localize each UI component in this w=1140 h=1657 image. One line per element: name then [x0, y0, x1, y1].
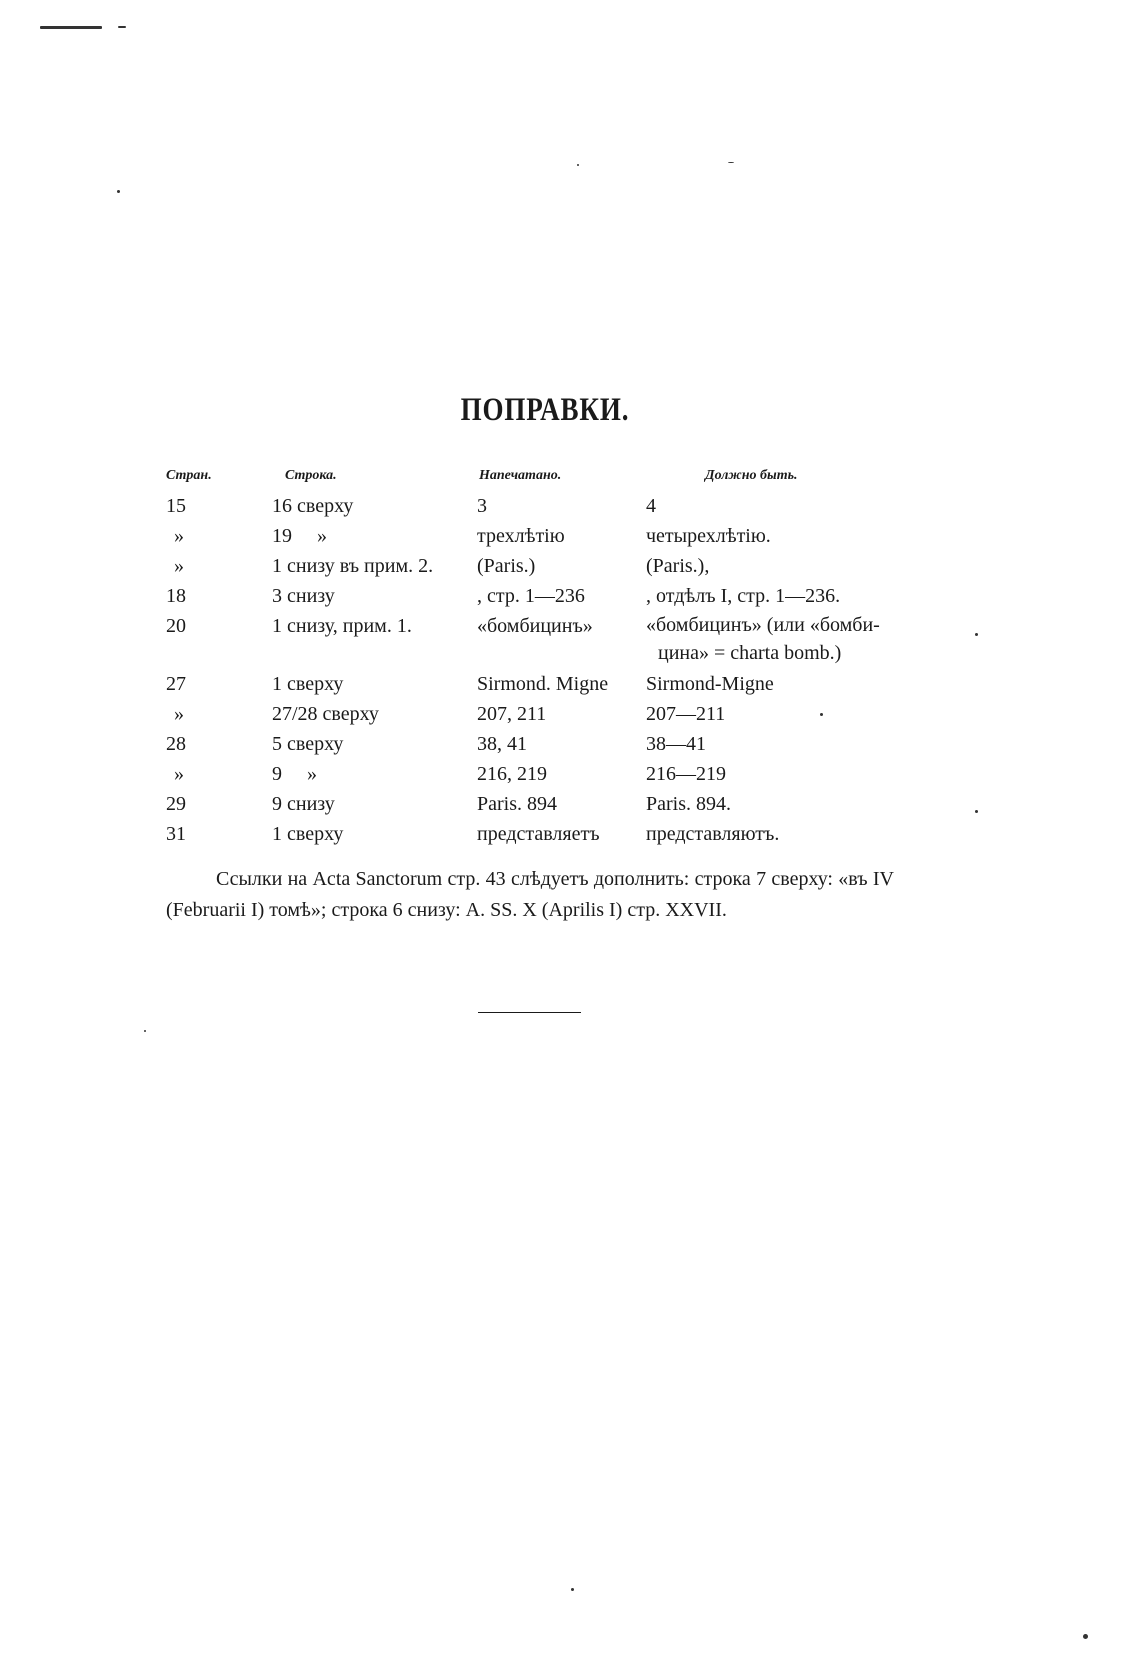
table-row: [0, 819, 1140, 849]
cell-page: »: [174, 555, 184, 577]
cell-correct: Sirmond-Migne: [646, 673, 774, 695]
cell-page: 20: [166, 615, 186, 637]
table-row: [0, 551, 1140, 581]
cell-printed: (Paris.): [477, 555, 536, 577]
cell-printed: Sirmond. Migne: [477, 673, 609, 695]
cell-correct: представляютъ.: [646, 823, 780, 845]
scan-mark: [728, 162, 734, 163]
references-note: Ссылки на Acta Sanctorum стр. 43 слѣдуетъ дополнить: строка 7 сверху: «въ IV (Februarii I) томѣ»; строка 6 снизу: A. SS. X (Aprilis I) стр. XXVII.: [166, 868, 894, 921]
cell-line: 3 снизу: [272, 585, 335, 607]
scan-mark: [571, 1588, 574, 1591]
cell-page: 29: [166, 793, 186, 815]
table-row: [0, 789, 1140, 819]
table-row: [0, 581, 1140, 611]
scan-mark: [144, 1030, 146, 1032]
column-header-page: Стран.: [166, 468, 212, 483]
cell-line: 27/28 сверху: [272, 703, 379, 725]
cell-page: 27: [166, 673, 186, 695]
cell-line: 1 сверху: [272, 823, 344, 845]
cell-page: 31: [166, 823, 186, 845]
cell-line: 1 снизу, прим. 1.: [272, 615, 412, 637]
table-row: [0, 611, 1140, 669]
cell-correct: , отдѣлъ I, стр. 1—236.: [646, 585, 841, 607]
cell-line: 9 »: [272, 763, 317, 785]
column-header-printed: Напечатано.: [479, 468, 562, 483]
cell-correct: (Paris.),: [646, 555, 710, 577]
cell-line: 9 снизу: [272, 793, 335, 815]
scan-mark: [1083, 1634, 1088, 1639]
scan-mark: [117, 190, 120, 193]
cell-correct-line2: цина» = charta bomb.): [658, 642, 842, 664]
cell-printed: 3: [477, 495, 487, 517]
cell-correct-line1: «бомбицинъ» (или «бомби-: [646, 614, 880, 636]
cell-printed: Paris. 894: [477, 793, 557, 815]
table-row: [0, 759, 1140, 789]
cell-correct: четырехлѣтію.: [646, 525, 771, 547]
cell-printed: «бомбицинъ»: [477, 615, 593, 637]
cell-printed: представляетъ: [477, 823, 600, 845]
cell-page: »: [174, 703, 184, 725]
cell-printed: трехлѣтію: [477, 525, 565, 547]
cell-page: »: [174, 763, 184, 785]
cell-printed: , стр. 1—236: [477, 585, 585, 607]
cell-correct: 4: [646, 495, 656, 517]
cell-printed: 216, 219: [477, 763, 547, 785]
column-header-correct: Должно быть.: [705, 468, 798, 483]
cell-line: 19 »: [272, 525, 327, 547]
cell-correct: 38—41: [646, 733, 706, 755]
scan-mark: [40, 26, 102, 29]
cell-correct: 207—211: [646, 703, 726, 725]
table-row: [0, 491, 1140, 521]
column-header-line: Строка.: [285, 468, 337, 483]
cell-page: »: [174, 525, 184, 547]
cell-page: 18: [166, 585, 186, 607]
cell-correct: [646, 611, 880, 667]
cell-page: 28: [166, 733, 186, 755]
cell-line: 1 снизу въ прим. 2.: [272, 555, 434, 577]
cell-printed: 38, 41: [477, 733, 527, 755]
cell-line: 1 сверху: [272, 673, 344, 695]
cell-correct: 216—219: [646, 763, 726, 785]
cell-correct: Paris. 894.: [646, 793, 731, 815]
scan-mark: [118, 26, 126, 28]
table-row: [0, 669, 1140, 699]
cell-line: 5 сверху: [272, 733, 344, 755]
table-row: [0, 729, 1140, 759]
scan-mark: [577, 164, 579, 166]
table-row: [0, 521, 1140, 551]
table-row: [0, 699, 1140, 729]
closing-rule: [478, 1012, 581, 1013]
cell-printed: 207, 211: [477, 703, 547, 725]
cell-page: 15: [166, 495, 186, 517]
page-title: ПОПРАВКИ.: [460, 392, 630, 428]
cell-line: 16 сверху: [272, 495, 354, 517]
